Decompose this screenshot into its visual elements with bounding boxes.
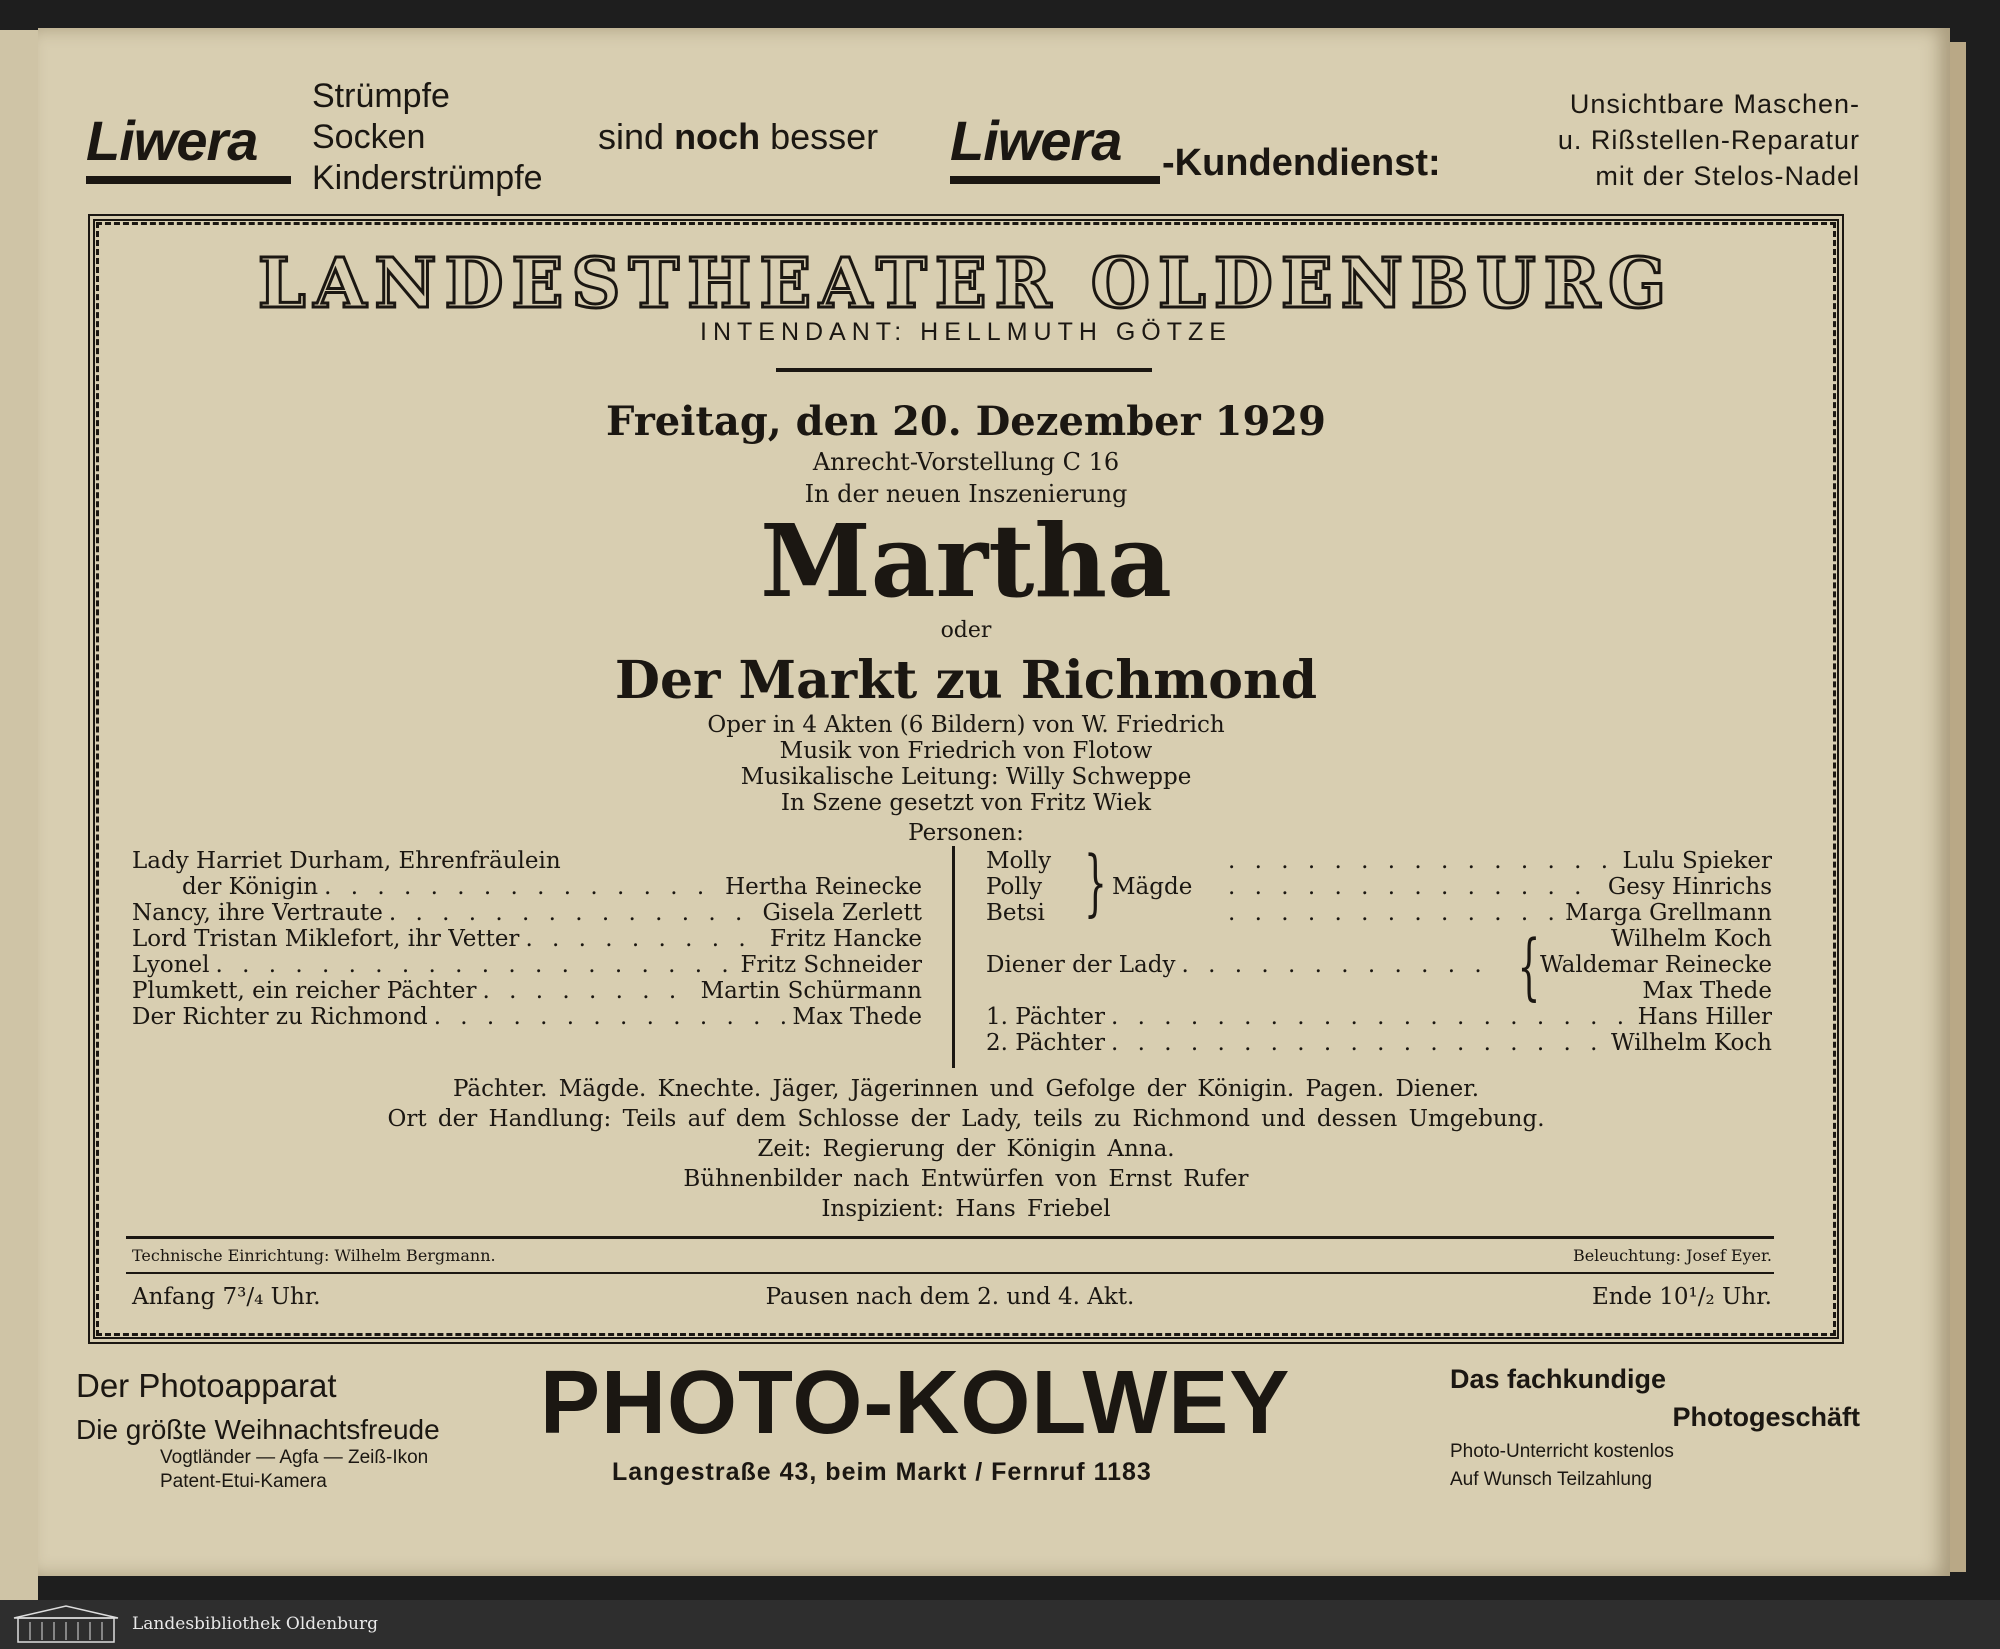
- cast-row: Nancy, ihre Vertraute . . . Gisela Zerlett: [132, 900, 922, 926]
- intendant: INTENDANT: HELLMUTH GÖTZE: [700, 318, 1232, 346]
- personen-label: Personen:: [908, 820, 1024, 846]
- cast-row: Plumkett, ein reicher Pächter . . . Martin Schürmann: [132, 978, 922, 1004]
- cast-column-divider: [952, 846, 955, 1068]
- farmers: 1. Pächter . . . Hans Hiller 2. Pächter . . . Wilhelm Koch: [986, 1004, 1772, 1056]
- liwera-logo-left: Liwera: [86, 109, 258, 172]
- product-item: Strümpfe: [312, 77, 450, 115]
- library-name: Landesbibliothek Oldenburg: [132, 1614, 379, 1634]
- lighting-credit: Beleuchtung: Josef Eyer.: [1572, 1246, 1772, 1265]
- library-building-icon: [10, 1604, 122, 1644]
- previous-page-edge: [0, 30, 38, 1600]
- slogan: sind noch besser: [598, 116, 879, 157]
- divider: [776, 368, 1152, 372]
- logo-underline: [86, 176, 291, 184]
- theater-name: LANDESTHEATER OLDENBURG: [257, 244, 1675, 324]
- oder-label: oder: [940, 618, 992, 643]
- liwera-logo-right: Liwera: [950, 109, 1122, 172]
- cast-row: Lord Tristan Miklefort, ihr Vetter . . . Fritz Hancke: [132, 926, 922, 952]
- end-time: Ende 10¹/₂ Uhr.: [1592, 1284, 1772, 1310]
- technical-credit: Technische Einrichtung: Wilhelm Bergmann.: [132, 1246, 496, 1265]
- cast-row: Lady Harriet Durham, Ehrenfräulein: [132, 848, 561, 874]
- start-time: Anfang 7³/₄ Uhr.: [132, 1284, 321, 1310]
- camera-brands: Vogtländer — Agfa — Zeiß-Ikon Patent-Etui-Kamera: [160, 1447, 429, 1492]
- servant-actors: Wilhelm Koch Waldemar Reinecke Max Thede: [1540, 926, 1773, 1004]
- shop-services: Photo-Unterricht kostenlos Auf Wunsch Teilzahlung: [1450, 1441, 1674, 1490]
- maid-names: Molly Polly Betsi: [986, 848, 1052, 926]
- divider: [126, 1272, 1774, 1274]
- products-list: [312, 76, 543, 199]
- servants-row: Diener der Lady . . .: [986, 952, 1496, 978]
- performance-date: Freitag, den 20. Dezember 1929: [606, 398, 1326, 445]
- servants-brace: }: [1517, 924, 1541, 1008]
- shop-description: Das fachkundige Photogeschäft: [1450, 1364, 1860, 1432]
- opera-subtitle: Der Markt zu Richmond: [614, 650, 1318, 711]
- logo-underline: [950, 176, 1160, 184]
- cast-row: der Königin . . . Hertha Reinecke: [132, 874, 922, 900]
- cast-row: Der Richter zu Richmond . . . Max Thede: [132, 1004, 922, 1030]
- pauses: Pausen nach dem 2. und 4. Akt.: [765, 1284, 1135, 1310]
- store-address: Langestraße 43, beim Markt / Fernruf 1183: [612, 1458, 1152, 1486]
- cast-left: [132, 848, 922, 1030]
- photo-slogan: Der Photoapparat Die größte Weihnachtsfreude: [76, 1367, 440, 1445]
- page-edge: [1950, 42, 1966, 1572]
- maids-group-label: Mägde: [1112, 874, 1193, 900]
- subscription: Anrecht-Vorstellung C 16: [812, 448, 1120, 476]
- product-item: Kinderstrümpfe: [312, 159, 543, 197]
- opera-title: Martha: [760, 502, 1172, 620]
- cast-row: Lyonel . . . Fritz Schneider: [132, 952, 922, 978]
- staging-note: In der neuen Inszenierung: [804, 480, 1128, 508]
- repair-service-text: Unsichtbare Maschen- u. Rißstellen-Reparatur mit der Stelos-Nadel: [1557, 89, 1860, 191]
- credits: Oper in 4 Akten (6 Bildern) von W. Friedrich Musik von Friedrich von Flotow Musikalische Leitung: Willy Schweppe In Szene gesetzt von Fritz Wiek: [707, 712, 1225, 816]
- service-label: -Kundendienst:: [1162, 142, 1441, 184]
- divider: [126, 1236, 1774, 1239]
- play-details: Pächter. Mägde. Knechte. Jäger, Jägerinnen und Gefolge der Königin. Pagen. Diener. Ort der Handlung: Teils auf dem Schlosse der Lady, teils zu Richmond und dessen Umgebung. Zeit: Regierung der Königin Anna. Bühnenbilder nach Entwürfen von Ernst Rufer Inspizient: Hans Friebel: [387, 1076, 1545, 1222]
- product-item: Socken: [312, 118, 426, 156]
- maid-actors: . . . Lulu Spieker . . . Gesy Hinrichs . . . Marga Grellmann: [1222, 848, 1772, 926]
- maids-brace: }: [1084, 840, 1107, 924]
- photo-kolwey-brand: PHOTO-KOLWEY: [540, 1353, 1291, 1453]
